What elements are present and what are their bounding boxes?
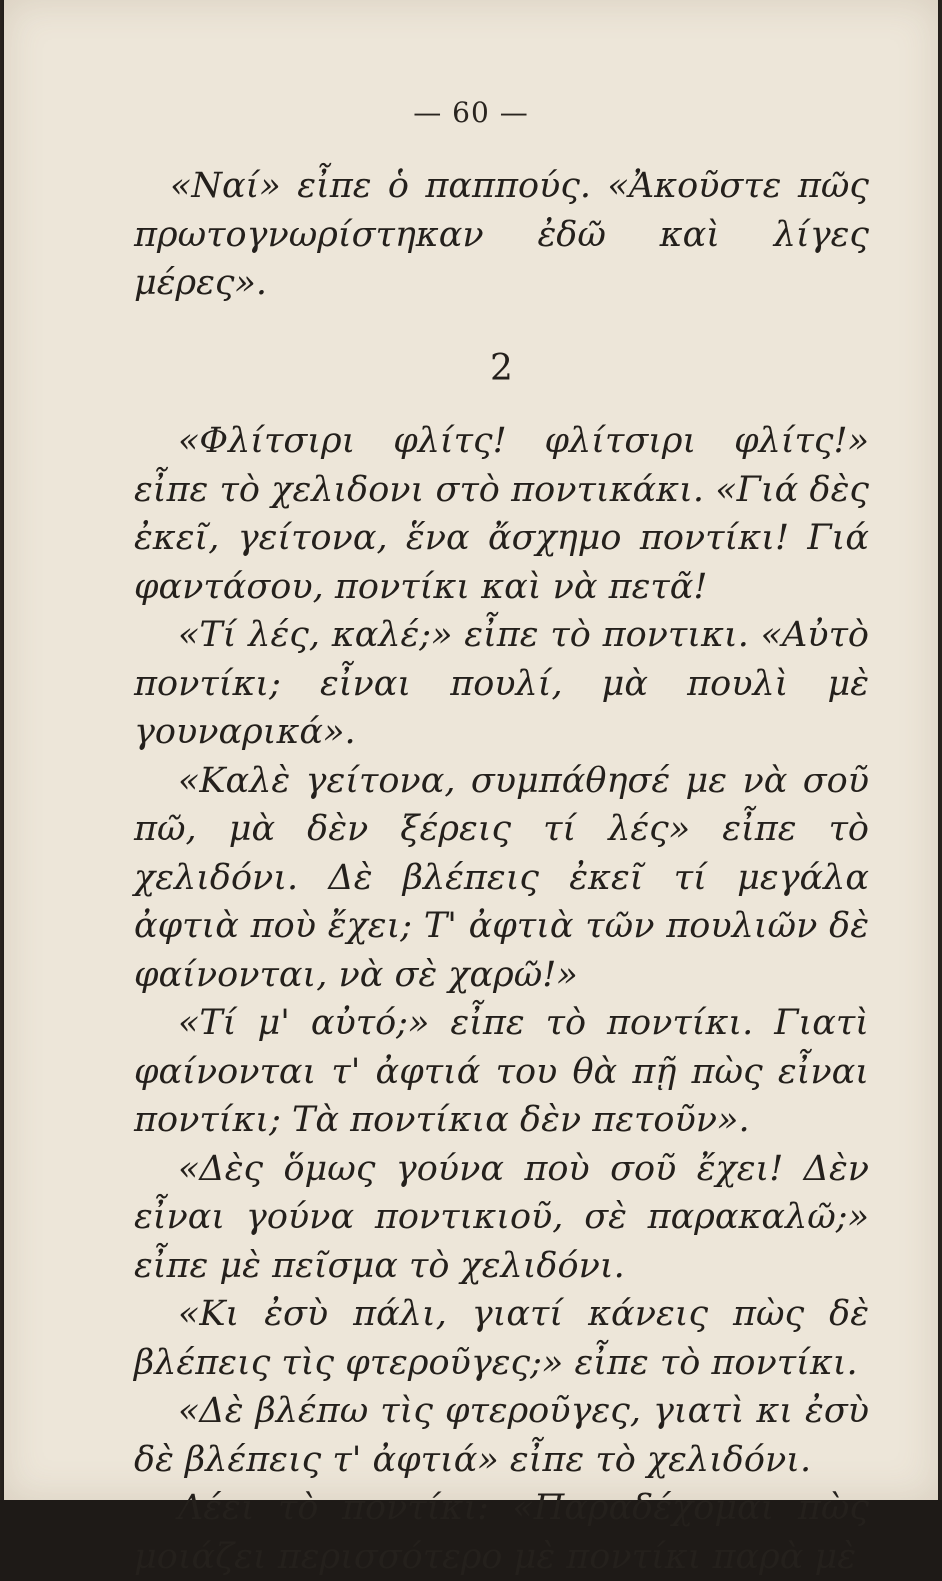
paragraph-5: «Τί μ' αὐτό;» εἶπε τὸ ποντίκι. Γιατὶ φαίνονται τ' ἀφτιά του θὰ πῇ πὼς εἶναι ποντίκι; Τὰ ποντίκια δὲν πετοῦν». xyxy=(134,1003,869,1140)
section-number: 2 xyxy=(490,347,513,389)
paragraph-9: Λέει τὸ ποντίκι: «Παραδέχομαι πὼς μοιάζει περισσότερο μὲ ποντίκι παρὰ μὲ xyxy=(134,1488,869,1577)
body-text xyxy=(134,162,869,1581)
paragraph-8: «Δὲ βλέπω τὶς φτεροῦγες, γιατὶ κι ἐσὺ δὲ βλέπεις τ' ἀφτιά» εἶπε τὸ χελιδόνι. xyxy=(134,1391,869,1480)
paragraph-2: «Φλίτσιρι φλίτς! φλίτσιρι φλίτς!» εἶπε τὸ χελιδονι στὸ ποντικάκι. «Γιά δὲς ἐκεῖ, γείτονα, ἕνα ἄσχημο ποντίκι! Γιά φαντάσου, ποντίκι καὶ νὰ πετᾶ! xyxy=(134,421,869,607)
paragraph-3: «Τί λές, καλέ;» εἶπε τὸ ποντικι. «Αὐτὸ ποντίκι; εἶναι πουλί, μὰ πουλὶ μὲ γουναρικά». xyxy=(134,615,869,752)
paragraph-1: «Ναί» εἶπε ὁ παππούς. «Ἀκοῦστε πῶς πρωτογνωρίστηκαν ἐδῶ καὶ λίγες μέρες». xyxy=(134,166,869,303)
page-number: — 60 — xyxy=(413,96,529,129)
paragraph-6: «Δὲς ὅμως γούνα ποὺ σοῦ ἔχει! Δὲν εἶναι γούνα ποντικιοῦ, σὲ παρακαλῶ;» εἶπε μὲ πεῖσμα τὸ χελιδόνι. xyxy=(134,1148,869,1286)
paragraph-7: «Κι ἐσὺ πάλι, γιατί κάνεις πὼς δὲ βλέπεις τὶς φτεροῦγες;» εἶπε τὸ ποντίκι. xyxy=(134,1294,869,1383)
paragraph-4: «Καλὲ γείτονα, συμπάθησέ με νὰ σοῦ πῶ, μὰ δὲν ξέρεις τί λές» εἶπε τὸ χελιδόνι. Δὲ βλέπεις ἐκεῖ τί μεγάλα ἀφτιὰ ποὺ ἔχει; Τ' ἀφτιὰ τῶν πουλιῶν δὲ φαίνονται, νὰ σὲ χαρῶ!» xyxy=(134,760,869,995)
book-page xyxy=(4,0,938,1577)
